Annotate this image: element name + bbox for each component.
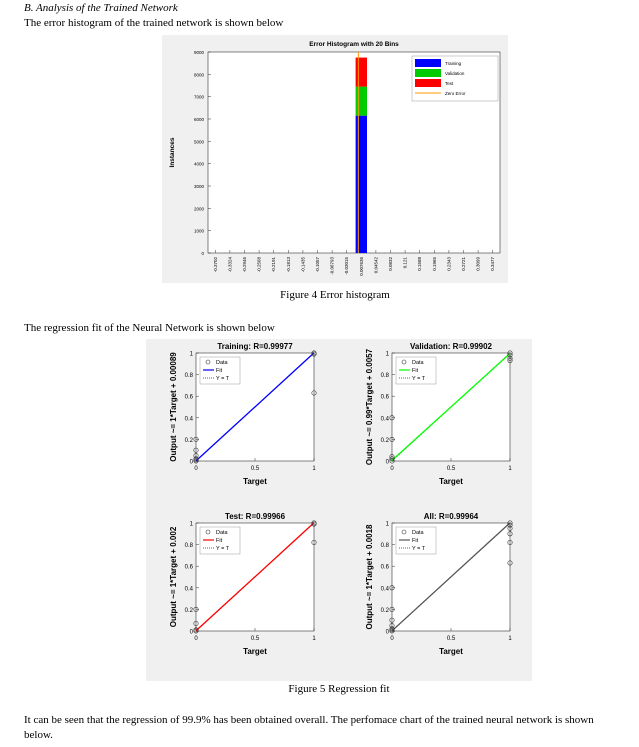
x-axis-label: Target [243,477,267,486]
y-tick-label: 1000 [193,228,204,234]
legend-label-identity: Y = T [412,376,426,382]
x-tick-label: 0.2721 [461,257,466,271]
y-tick-label: 1 [385,521,389,528]
x-tick-label: -0.2568 [256,257,262,273]
y-tick-label: 0.6 [380,394,389,401]
legend-label-data: Data [412,530,424,536]
x-tick-label: -0.1435 [300,257,306,273]
y-tick-label: 0.4 [380,416,389,423]
y-tick-label: 2000 [193,206,204,212]
y-tick-label: 0.6 [184,564,193,571]
x-axis-label: Target [439,477,463,486]
bar-training [356,116,367,253]
y-tick-label: 1 [189,521,193,528]
x-tick-label: 0 [390,466,394,472]
x-tick-label: 0.5 [446,466,456,472]
y-tick-label: 0.2 [380,437,389,444]
x-tick-label: 0 [194,636,198,642]
y-tick-label: 0.4 [380,586,389,593]
x-tick-label: 0.0832 [388,257,393,271]
histogram-title: Error Histogram with 20 Bins [309,41,399,48]
y-axis-label: Output ~= 0.99*Target + 0.0057 [365,348,374,466]
y-tick-label: 8000 [193,72,204,78]
y-tick-label: 0.8 [184,373,193,380]
histogram-y-label: Instances [169,137,176,168]
y-tick-label: 0.6 [184,394,193,401]
y-tick-label: 1 [385,351,389,358]
y-tick-label: 1 [189,351,193,358]
y-tick-label: 6000 [193,117,204,122]
bar-validation [356,87,367,116]
x-tick-label: 0.5 [250,636,260,642]
legend-label-data: Data [412,360,424,366]
error-histogram-chart [162,35,508,283]
y-tick-label: 7000 [193,94,204,100]
legend-label-data: Data [216,530,228,536]
x-tick-label: -0.1813 [285,257,291,273]
x-tick-label: -0.06793 [329,257,335,275]
y-tick-label: 0.8 [380,543,389,550]
legend-label-data: Data [216,360,228,366]
bar-test [356,58,367,87]
x-tick-label: 0.5 [446,636,456,642]
intro-text: The error histogram of the trained network is shown below [24,17,284,29]
legend-label-identity: Y = T [216,546,230,552]
y-tick-label: 0.8 [184,543,193,550]
x-axis-label: Target [439,647,463,656]
y-tick-label: 0.6 [380,564,389,571]
y-tick-label: 0.4 [184,416,193,423]
legend-swatch-training [415,59,441,67]
x-tick-label: 1 [312,466,316,472]
legend-label-training: Training [445,61,462,66]
x-tick-label: -0.03015 [344,257,350,275]
y-tick-label: 0.8 [380,373,389,380]
y-tick-label: 9000 [193,50,204,55]
x-tick-label: 0 [390,636,394,642]
legend-label-fit: Fit [412,368,419,374]
legend-label-fit: Fit [216,368,223,374]
legend-label-validation: Validation [445,71,465,76]
x-tick-label: 0.1588 [417,257,423,271]
x-tick-label: -0.3702 [212,257,218,273]
x-tick-label: 0 [194,466,198,472]
x-tick-label: 0.5 [250,466,260,472]
y-tick-label: 4000 [193,161,204,167]
legend-label-fit: Fit [412,538,419,544]
regression-figure [146,339,532,681]
panel-title: Training: R=0.99977 [217,342,293,351]
panel-title: Validation: R=0.99902 [409,342,493,351]
fig5-caption: Figure 5 Regression fit [288,683,390,695]
conclusion-line-1: It can be seen that the regression of 99.9% has been obtained overall. The perfomace chart of the trained neural network is shown [24,714,594,726]
y-axis-label: Output ~= 1*Target + 0.002 [169,526,178,628]
fig4-caption: Figure 4 Error histogram [280,289,390,301]
y-tick-label: 0.2 [184,607,193,614]
x-tick-label: -0.2946 [242,257,247,273]
x-tick-label: -0.2191 [271,257,277,273]
y-tick-label: 0 [385,459,389,466]
y-tick-label: 0.2 [184,437,193,444]
x-tick-label: 0.04542 [373,257,379,274]
x-tick-label: 1 [508,466,512,472]
x-tick-label: 0.3099 [475,257,481,271]
legend-label-fit: Fit [216,538,223,544]
y-tick-label: 0 [201,251,204,256]
legend-swatch-test [415,79,441,87]
section-heading: B. Analysis of the Trained Network [24,2,178,14]
y-tick-label: 0 [385,629,389,636]
legend-label-identity: Y = T [216,376,230,382]
legend-label-identity: Y = T [412,546,426,552]
y-tick-label: 0 [189,459,193,466]
y-axis-label: Output ~= 1*Target + 0.0018 [365,524,374,630]
legend-swatch-validation [415,69,441,77]
y-tick-label: 0.4 [184,586,193,593]
y-tick-label: 5000 [193,139,204,145]
panel-title: Test: R=0.99966 [224,512,286,521]
x-tick-label: 0.121 [402,257,408,269]
conclusion-line-2: below. [24,729,53,741]
x-tick-label: 0.007636 [358,257,364,276]
y-tick-label: 0 [189,629,193,636]
x-tick-label: -0.3324 [227,257,233,273]
histogram-legend [412,56,498,101]
y-tick-label: 3000 [193,184,204,189]
panel-title: All: R=0.99964 [423,512,479,521]
regression-intro: The regression fit of the Neural Network is shown below [24,322,275,334]
legend-label-test: Test [445,81,454,86]
x-tick-label: 1 [508,636,512,642]
x-axis-label: Target [243,647,267,656]
x-tick-label: 1 [312,636,316,642]
y-tick-label: 0.2 [380,607,389,614]
y-axis-label: Output ~= 1*Target + 0.00089 [169,352,178,462]
x-tick-label: 0.2343 [446,257,452,271]
x-tick-label: 0.1965 [431,257,437,271]
x-tick-label: -0.1057 [315,257,320,273]
x-tick-label: 0.3477 [490,257,496,271]
legend-label-zero-error: Zero Error [445,91,466,96]
